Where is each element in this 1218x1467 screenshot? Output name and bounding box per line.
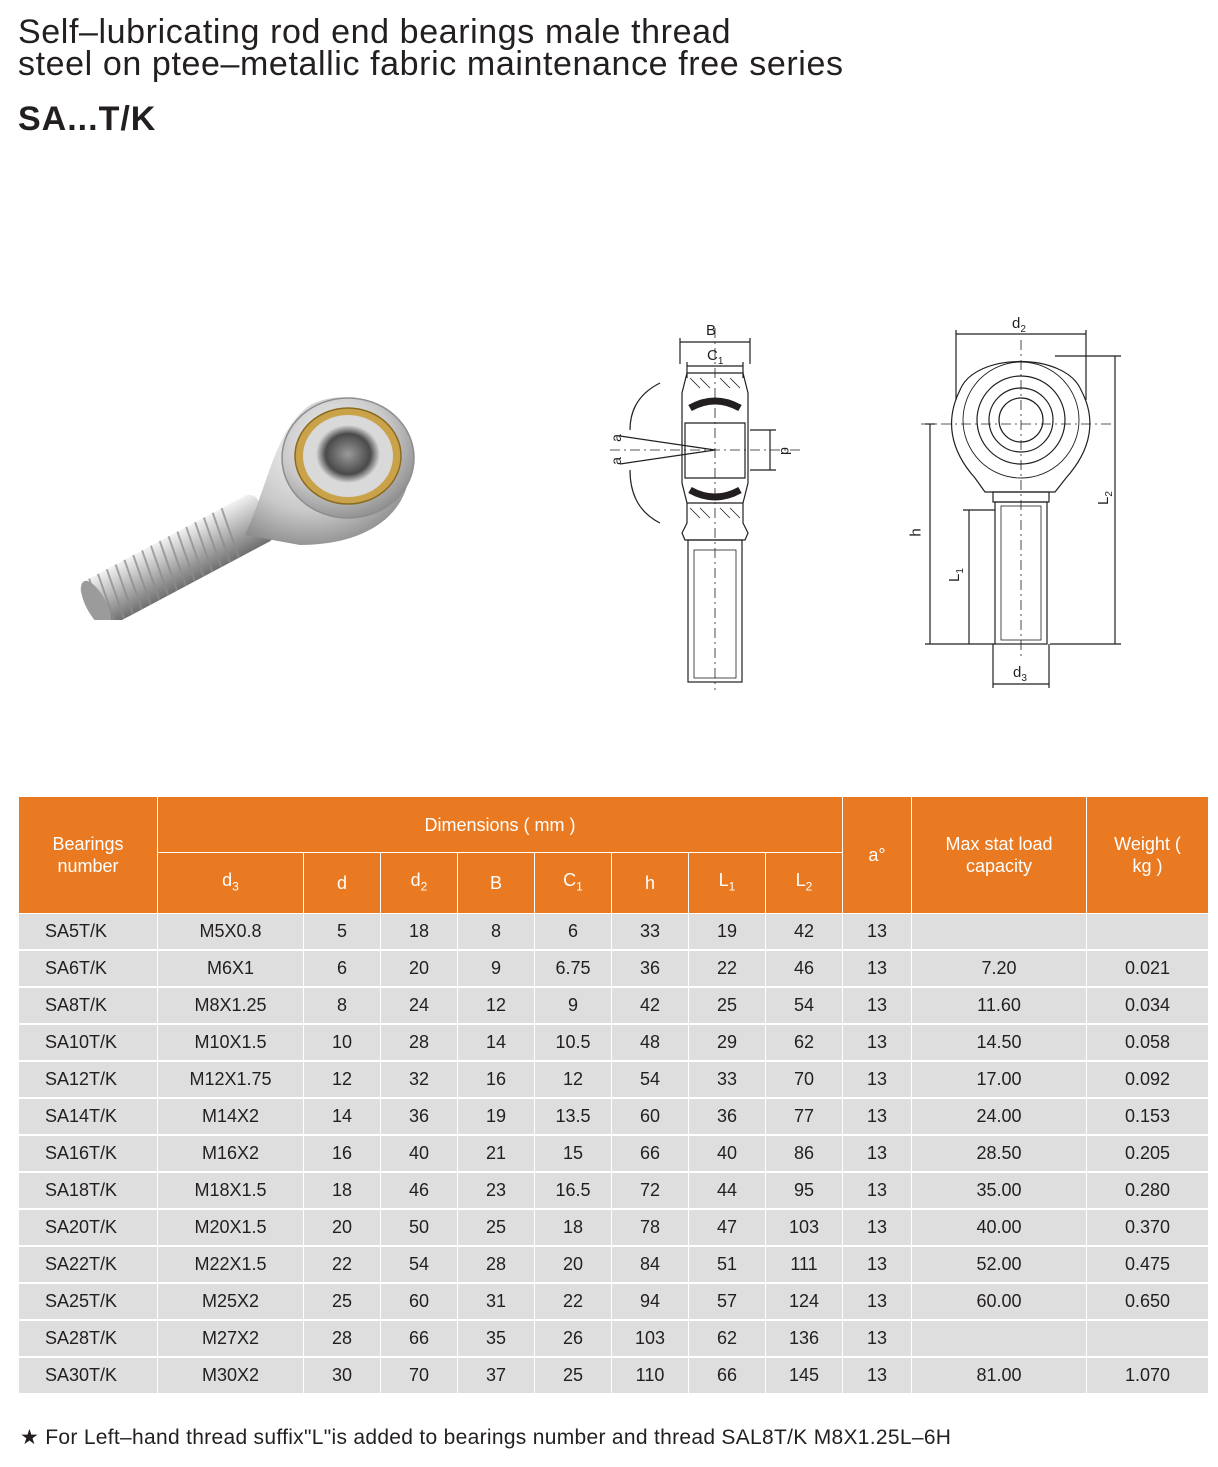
front-view-drawing	[905, 310, 1135, 700]
table-cell: SA8T/K	[19, 987, 158, 1024]
table-cell	[1087, 1320, 1209, 1357]
table-cell: SA18T/K	[19, 1172, 158, 1209]
table-cell: 13.5	[535, 1098, 612, 1135]
table-cell: 19	[689, 914, 766, 951]
table-cell: 0.280	[1087, 1172, 1209, 1209]
table-cell: 8	[458, 914, 535, 951]
table-row	[19, 950, 1209, 987]
table-cell: 20	[304, 1209, 381, 1246]
table-cell: 66	[689, 1357, 766, 1394]
header-max-load: Max stat load capacity	[912, 797, 1087, 914]
table-row	[19, 1283, 1209, 1320]
table-cell: 111	[766, 1246, 843, 1283]
table-row	[19, 1024, 1209, 1061]
header-dimensions: Dimensions ( mm )	[158, 797, 843, 853]
subheader-d2: $d_2$	[381, 853, 458, 914]
table-cell: 54	[381, 1246, 458, 1283]
label-L1: $L_1$	[945, 568, 966, 582]
table-cell: 46	[766, 950, 843, 987]
table-row	[19, 987, 1209, 1024]
table-cell: 54	[766, 987, 843, 1024]
table-cell: 6	[535, 914, 612, 951]
table-cell: 110	[612, 1357, 689, 1394]
table-cell: 0.650	[1087, 1283, 1209, 1320]
table-cell: 12	[458, 987, 535, 1024]
table-cell: 7.20	[912, 950, 1087, 987]
table-cell: 19	[458, 1098, 535, 1135]
title-line-2: steel on ptee–metallic fabric maintenance free series	[18, 45, 844, 83]
table-cell: SA6T/K	[19, 950, 158, 987]
table-cell: 13	[843, 914, 912, 951]
table-cell: 40	[689, 1135, 766, 1172]
table-cell: 6.75	[535, 950, 612, 987]
table-cell: 13	[843, 1209, 912, 1246]
table-body	[19, 914, 1209, 1395]
header-angle: a°	[843, 797, 912, 914]
table-cell: 25	[535, 1357, 612, 1394]
table-cell: 0.092	[1087, 1061, 1209, 1098]
table-cell: 51	[689, 1246, 766, 1283]
table-cell: 40	[381, 1135, 458, 1172]
table-cell: 18	[535, 1209, 612, 1246]
label-d3: $d_3$	[1013, 664, 1027, 684]
title-line-1: Self–lubricating rod end bearings male thread	[18, 13, 732, 51]
table-cell: 35.00	[912, 1172, 1087, 1209]
table-cell: 10.5	[535, 1024, 612, 1061]
table-cell: 9	[458, 950, 535, 987]
table-cell: 13	[843, 987, 912, 1024]
table-cell: 13	[843, 1357, 912, 1394]
table-cell: M8X1.25	[158, 987, 304, 1024]
table-cell: 9	[535, 987, 612, 1024]
table-cell: 0.034	[1087, 987, 1209, 1024]
table-cell: M22X1.5	[158, 1246, 304, 1283]
table-row	[19, 1061, 1209, 1098]
table-cell: 77	[766, 1098, 843, 1135]
table-cell: M27X2	[158, 1320, 304, 1357]
table-cell	[1087, 914, 1209, 951]
table-cell: 29	[689, 1024, 766, 1061]
label-d: d	[777, 447, 794, 455]
table-cell: 103	[612, 1320, 689, 1357]
table-cell	[912, 914, 1087, 951]
subheader-b: B	[458, 853, 535, 914]
table-cell: M5X0.8	[158, 914, 304, 951]
table-cell: 25	[689, 987, 766, 1024]
table-cell: 8	[304, 987, 381, 1024]
header-bearings-number: Bearings number	[19, 797, 158, 914]
table-cell: 13	[843, 1098, 912, 1135]
table-cell: SA5T/K	[19, 914, 158, 951]
table-cell: M20X1.5	[158, 1209, 304, 1246]
table-cell: 0.021	[1087, 950, 1209, 987]
table-cell: SA20T/K	[19, 1209, 158, 1246]
table-cell: SA25T/K	[19, 1283, 158, 1320]
table-cell: 22	[304, 1246, 381, 1283]
table-cell: 24	[381, 987, 458, 1024]
label-a-upper: a	[607, 434, 624, 442]
table-cell: 22	[535, 1283, 612, 1320]
table-cell: 35	[458, 1320, 535, 1357]
table-cell: M6X1	[158, 950, 304, 987]
subheader-l1: $L_1$	[689, 853, 766, 914]
table-cell: 33	[612, 914, 689, 951]
table-cell: 28	[458, 1246, 535, 1283]
table-cell: 52.00	[912, 1246, 1087, 1283]
table-cell: 32	[381, 1061, 458, 1098]
table-cell: 25	[304, 1283, 381, 1320]
table-cell: 50	[381, 1209, 458, 1246]
table-cell: 145	[766, 1357, 843, 1394]
table-cell: 5	[304, 914, 381, 951]
table-cell: 95	[766, 1172, 843, 1209]
table-cell: 17.00	[912, 1061, 1087, 1098]
table-cell: 1.070	[1087, 1357, 1209, 1394]
table-cell: 13	[843, 1320, 912, 1357]
table-cell: SA10T/K	[19, 1024, 158, 1061]
table-cell: 28.50	[912, 1135, 1087, 1172]
table-cell: 28	[381, 1024, 458, 1061]
table-cell: SA28T/K	[19, 1320, 158, 1357]
table-cell: 13	[843, 1024, 912, 1061]
table-cell: 26	[535, 1320, 612, 1357]
table-cell: 18	[381, 914, 458, 951]
table-cell: 60	[612, 1098, 689, 1135]
table-cell: 16	[304, 1135, 381, 1172]
table-cell: 70	[381, 1357, 458, 1394]
table-cell: M12X1.75	[158, 1061, 304, 1098]
table-cell: 12	[535, 1061, 612, 1098]
label-L2: $L_2$	[1094, 491, 1115, 505]
footnote-text: For Left–hand thread suffix"L"is added to bearings number and thread SAL8T/K M8X1.25L–6H	[45, 1426, 952, 1449]
table-cell: 66	[612, 1135, 689, 1172]
table-cell: 23	[458, 1172, 535, 1209]
table-cell: SA12T/K	[19, 1061, 158, 1098]
table-cell: 0.058	[1087, 1024, 1209, 1061]
table-cell: 21	[458, 1135, 535, 1172]
table-row	[19, 1135, 1209, 1172]
label-C1: $C_1$	[707, 347, 724, 367]
table-cell: 12	[304, 1061, 381, 1098]
table-cell: 36	[381, 1098, 458, 1135]
table-cell: 78	[612, 1209, 689, 1246]
subheader-d: d	[304, 853, 381, 914]
table-cell: 36	[689, 1098, 766, 1135]
table-cell: 13	[843, 950, 912, 987]
table-cell: 70	[766, 1061, 843, 1098]
star-icon: ★	[20, 1426, 40, 1449]
table-cell: 18	[304, 1172, 381, 1209]
table-row	[19, 1209, 1209, 1246]
table-cell: M30X2	[158, 1357, 304, 1394]
subheader-l2: $L_2$	[766, 853, 843, 914]
table-cell: 6	[304, 950, 381, 987]
table-cell: 44	[689, 1172, 766, 1209]
table-cell: 15	[535, 1135, 612, 1172]
table-cell: SA30T/K	[19, 1357, 158, 1394]
table-cell: 20	[381, 950, 458, 987]
table-cell: 86	[766, 1135, 843, 1172]
table-cell: 57	[689, 1283, 766, 1320]
table-cell: 33	[689, 1061, 766, 1098]
table-cell: 11.60	[912, 987, 1087, 1024]
table-cell: 42	[766, 914, 843, 951]
spec-table	[18, 796, 1209, 1395]
table-cell: 84	[612, 1246, 689, 1283]
table-row	[19, 1172, 1209, 1209]
table-cell: 25	[458, 1209, 535, 1246]
table-cell: 13	[843, 1172, 912, 1209]
table-cell: 94	[612, 1283, 689, 1320]
table-row	[19, 1098, 1209, 1135]
label-d2: $d_2$	[1012, 315, 1026, 335]
table-cell: 136	[766, 1320, 843, 1357]
subheader-d3: $d_3$	[158, 853, 304, 914]
table-cell: 60	[381, 1283, 458, 1320]
table-cell: 13	[843, 1061, 912, 1098]
table-cell: 0.475	[1087, 1246, 1209, 1283]
table-cell: M18X1.5	[158, 1172, 304, 1209]
table-cell: 66	[381, 1320, 458, 1357]
table-cell: 16.5	[535, 1172, 612, 1209]
table-cell: 72	[612, 1172, 689, 1209]
table-cell: SA14T/K	[19, 1098, 158, 1135]
table-row	[19, 1246, 1209, 1283]
subheader-c1: $C_1$	[535, 853, 612, 914]
table-cell	[912, 1320, 1087, 1357]
table-cell: M14X2	[158, 1098, 304, 1135]
table-cell: 0.205	[1087, 1135, 1209, 1172]
table-cell: 62	[766, 1024, 843, 1061]
table-cell: 10	[304, 1024, 381, 1061]
table-cell: 13	[843, 1246, 912, 1283]
table-cell: 16	[458, 1061, 535, 1098]
label-B: B	[706, 322, 717, 339]
table-cell: 0.153	[1087, 1098, 1209, 1135]
label-a-lower: a	[607, 457, 624, 465]
product-photo	[70, 360, 430, 620]
footnote	[20, 1425, 951, 1450]
table-cell: 13	[843, 1283, 912, 1320]
table-cell: 36	[612, 950, 689, 987]
table-cell: 124	[766, 1283, 843, 1320]
table-cell: 14.50	[912, 1024, 1087, 1061]
table-cell: 81.00	[912, 1357, 1087, 1394]
table-cell: SA16T/K	[19, 1135, 158, 1172]
table-cell: 60.00	[912, 1283, 1087, 1320]
table-cell: 0.370	[1087, 1209, 1209, 1246]
table-cell: 40.00	[912, 1209, 1087, 1246]
table-cell: 13	[843, 1135, 912, 1172]
table-cell: 54	[612, 1061, 689, 1098]
table-cell: 31	[458, 1283, 535, 1320]
table-cell: 22	[689, 950, 766, 987]
model-code: SA...T/K	[18, 100, 157, 138]
table-cell: 37	[458, 1357, 535, 1394]
table-cell: 28	[304, 1320, 381, 1357]
table-cell: 103	[766, 1209, 843, 1246]
side-section-drawing	[590, 318, 810, 698]
table-row	[19, 1357, 1209, 1394]
table-cell: 24.00	[912, 1098, 1087, 1135]
table-cell: M10X1.5	[158, 1024, 304, 1061]
table-cell: 47	[689, 1209, 766, 1246]
table-cell: 42	[612, 987, 689, 1024]
table-row	[19, 1320, 1209, 1357]
table-cell: 20	[535, 1246, 612, 1283]
table-cell: 48	[612, 1024, 689, 1061]
table-cell: 14	[458, 1024, 535, 1061]
table-cell: SA22T/K	[19, 1246, 158, 1283]
header-weight: Weight ( kg )	[1087, 797, 1209, 914]
table-cell: 46	[381, 1172, 458, 1209]
table-cell: 62	[689, 1320, 766, 1357]
table-row	[19, 914, 1209, 951]
table-cell: 14	[304, 1098, 381, 1135]
subheader-h: h	[612, 853, 689, 914]
table-cell: M25X2	[158, 1283, 304, 1320]
table-cell: 30	[304, 1357, 381, 1394]
label-h: h	[907, 528, 925, 537]
table-cell: M16X2	[158, 1135, 304, 1172]
